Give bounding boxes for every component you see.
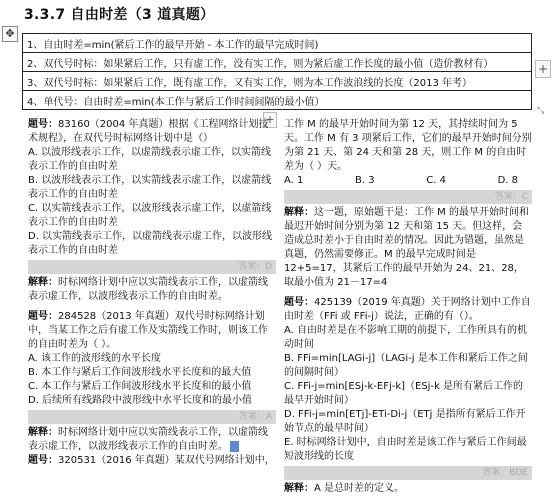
option: A. 1 [284, 175, 304, 186]
option: B. FFi=min[LAGi-j]（LAGi-j 是本工作和紧后工作之间的间隔时间） [284, 353, 528, 378]
option: B. 本工作与紧后工作间波形线水平长度和的最大值 [28, 367, 252, 378]
key-point-3: 3、双代号时标：如果紧后工作，既有虚工作，又有实工作，则为本工作波浪线的长度（2013 年考） [23, 72, 532, 91]
section-title: 3.3.7 自由时差（3 道真题） [24, 7, 215, 23]
option: A. 以波形线表示工作，以虚箭线表示虚工作，以实箭线表示工作的自由时差 [28, 147, 272, 172]
option: C. 4 [426, 175, 446, 186]
question-2: 题号：284528（2013 年真题）双代号时标网络计划中，当某工作之后有虚工作及实箭线工作时，则该工作的自由时差为（ ）。 [28, 311, 268, 350]
key-points-table [22, 33, 532, 110]
left-column [28, 118, 276, 468]
resize-handle-icon[interactable]: ⤡ [537, 106, 545, 116]
answer-bar: 答案：C [284, 190, 532, 204]
add-row-icon[interactable]: + [263, 112, 277, 128]
question-3: 题号：320531（2016 年真题）某双代号网络计划中， [28, 455, 275, 466]
option: D. 以实箭线表示工作，以虚箭线表示虚工作，以波形线表示工作的自由时差 [28, 231, 273, 256]
option: A. 该工作的波形线的水平长度 [28, 353, 162, 364]
table-move-handle[interactable]: ✥ [2, 26, 18, 42]
key-point-4: 4、单代号：自由时差=min(本工作与紧后工作时间间隔的最小值） [23, 91, 532, 110]
answer-bar: 答案：A [28, 410, 276, 424]
key-point-2: 2、双代号时标：如果紧后工作，只有虚工作，没有实工作，则为紧后虚工作长度的最小值（造价教材有） [23, 53, 532, 72]
analysis: 解释：A 是总时差的定义。 [284, 483, 405, 494]
option: C. 本工作与紧后工作间波形线水平长度和的最小值 [28, 381, 252, 392]
option: A. 自由时差是在不影响工期的前提下，工作所具有的机动时间 [284, 325, 528, 350]
answer-bar: 答案：D [28, 260, 276, 274]
right-column [284, 118, 532, 496]
answer-bar: 答案：BDE [284, 466, 532, 480]
option: D. 8 [497, 175, 518, 186]
analysis: 解释：时标网络计划中应以实箭线表示工作，以虚箭线表示虚工作，以波形线表示工作的自由时差。 [28, 277, 268, 302]
document-icon[interactable] [230, 441, 239, 452]
analysis: 解释：时标网络计划中应以实箭线表示工作，以虚箭线表示虚工作，以波形线表示工作的自由时差。 [28, 427, 268, 452]
option: C. 以实箭线表示工作，以波形线表示虚工作，以虚箭线表示工作的自由时差 [28, 203, 272, 228]
option: D. FFi-j=min[ETj]-ETi-Di-j（ETj 是指所有紧后工作开始节点的最早时间） [284, 409, 526, 434]
analysis: 解释：这一题，原始题干是：工作 M 的最早开始时间和最迟开始时间分别为第 12 天和第 15 天。但这样，会造成总时差小于自由时差的情况。因此为错题，虽然是真题，仍然需要修正。M 的最早完成时间是 12+5=17，其紧后工作的最早开始为 24、21、28，取最小值为 21－17=4 [284, 207, 529, 288]
question-continued: 工作 M 的最早开始时间为第 12 天，其持续时间为 5 天。工作 M 有 3 项紧后工作，它们的最早开始时间分别为第 21 天、第 24 天和第 28 天，则工作 M 的自由时差为（ ）天。 [284, 119, 532, 172]
option: D. 后续所有线路段中波形线中水平长度和的最小值 [28, 395, 253, 406]
option: B. 3 [355, 175, 375, 186]
option: E. 时标网络计划中，自由时差是该工作与紧后工作间最短波形线的长度 [284, 437, 527, 462]
add-column-icon[interactable]: + [535, 60, 551, 78]
options-row [284, 174, 532, 188]
option: C. FFi-j=min[ESj-k-EFj-k]（ESj-k 是所有紧后工作的最早开始时间） [284, 381, 524, 406]
option: B. 以波形线表示工作，以实箭线表示虚工作，以虚箭线表示工作的自由时差 [28, 175, 272, 200]
question-4: 题号：425139（2019 年真题）关于网络计划中工作自由时差（FFi 或 FFi-j）说法，正确的有（）。 [284, 297, 531, 322]
key-point-1: 1、自由时差=min(紧后工作的最早开始 - 本工作的最早完成时间) [23, 34, 532, 53]
question-1: 题号：83160（2004 年真题）根据《工程网络计划技术规程》，在双代号时标网络计划中是（） [28, 119, 269, 144]
